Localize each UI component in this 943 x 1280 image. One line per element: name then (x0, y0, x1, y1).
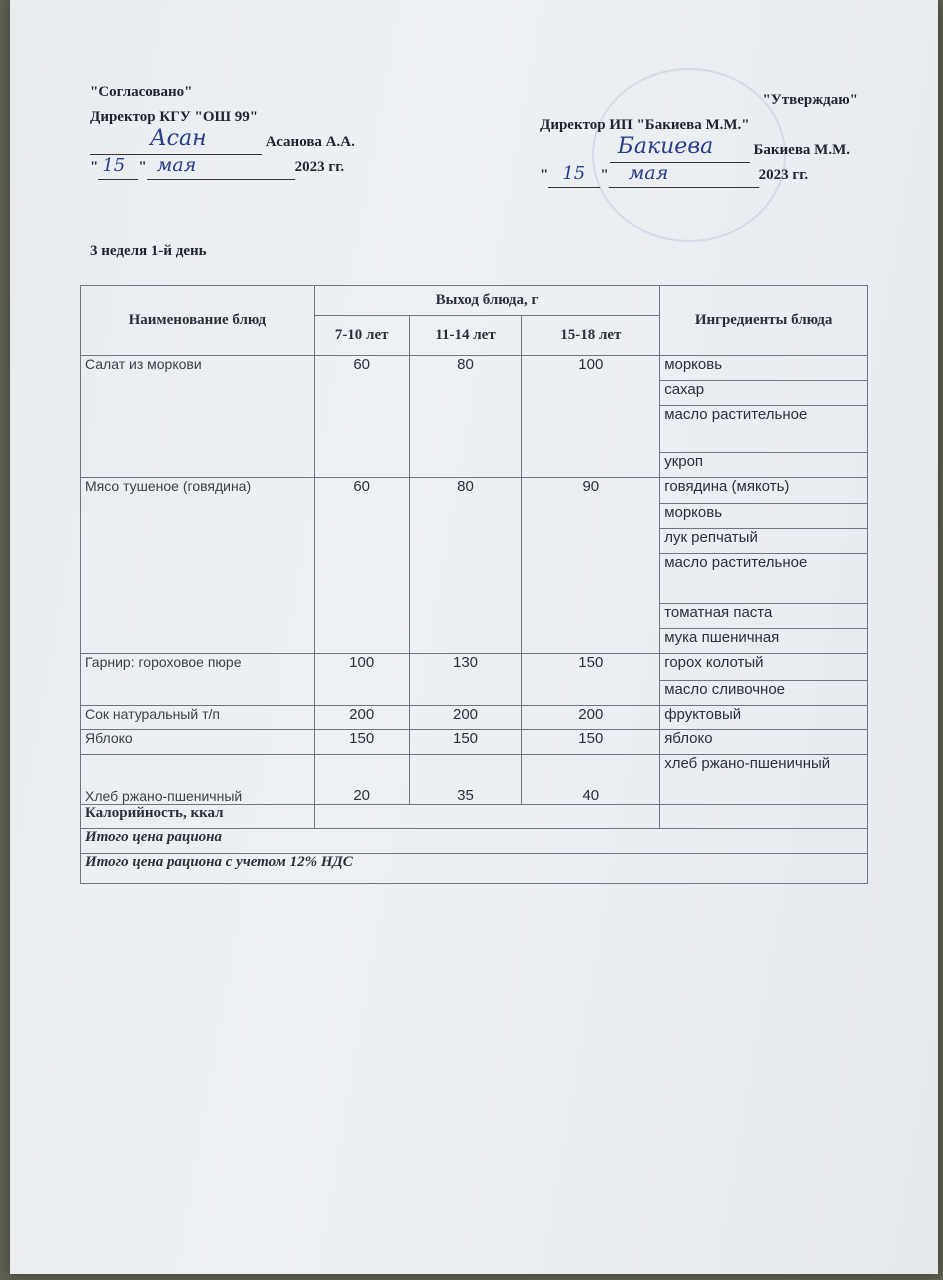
dish-output-11-14: 200 (409, 706, 522, 730)
dish-output-11-14: 80 (409, 356, 522, 478)
dish-output-7-10: 20 (314, 755, 409, 805)
dish-output-15-18: 150 (522, 654, 660, 706)
dish-name: Мясо тушеное (говядина) (81, 478, 315, 654)
dish-output-11-14: 150 (409, 730, 522, 755)
agreed-date-day: 15 (102, 155, 126, 176)
agreed-date-month: мая (156, 154, 197, 176)
dish-output-7-10: 200 (314, 706, 409, 730)
ingredient: лук репчатый (660, 529, 868, 554)
agreed-signature-line (90, 126, 262, 155)
col-header-output: Выход блюда, г (314, 286, 659, 316)
dish-name: Гарнир: гороховое пюре (81, 654, 315, 706)
total-price-vat-label: Итого цена рациона с учетом 12% НДС (81, 854, 868, 884)
dish-output-11-14: 80 (409, 478, 522, 654)
menu-table (80, 285, 868, 884)
document-page (10, 0, 938, 1274)
dish-name: Сок натуральный т/п (81, 706, 315, 730)
ingredient: морковь (660, 504, 868, 529)
ingredient: сахар (660, 381, 868, 406)
approve-name: Бакиева М.М. (753, 142, 850, 158)
approve-signature: Бакиева (617, 134, 714, 159)
ingredient: томатная паста (660, 604, 868, 629)
calories-label: Калорийность, ккал (81, 805, 315, 829)
agreed-title: "Согласовано" (90, 84, 193, 100)
col-header-ingredients: Ингредиенты блюда (660, 286, 868, 356)
dish-name: Яблоко (81, 730, 315, 755)
approve-year: 2023 гг. (758, 167, 809, 183)
dish-output-15-18: 90 (522, 478, 660, 654)
col-header-dish-name: Наименование блюд (81, 286, 315, 356)
agreed-name: Асанова А.А. (265, 134, 355, 150)
ingredient: укроп (660, 453, 868, 478)
dish-output-7-10: 60 (314, 356, 409, 478)
ingredient: мука пшеничная (660, 629, 868, 654)
ingredient: масло сливочное (660, 681, 868, 706)
dish-output-11-14: 130 (409, 654, 522, 706)
approve-date-day: 15 (562, 163, 586, 184)
ingredient: говядина (мякоть) (660, 478, 868, 504)
ingredient: хлеб ржано-пшеничный (660, 755, 868, 805)
col-header-age-11-14: 11-14 лет (409, 316, 522, 356)
approve-date-month: мая (628, 162, 669, 184)
dish-output-15-18: 40 (522, 755, 660, 805)
calories-ingredients (660, 805, 868, 829)
ingredient: фруктовый (660, 706, 868, 730)
dish-output-7-10: 100 (314, 654, 409, 706)
col-header-age-15-18: 15-18 лет (522, 316, 660, 356)
approve-title: "Утверждаю" (762, 92, 858, 108)
calories-value (314, 805, 659, 829)
dish-output-7-10: 150 (314, 730, 409, 755)
dish-name: Хлеб ржано-пшеничный (81, 755, 315, 805)
dish-output-7-10: 60 (314, 478, 409, 654)
approve-position: Директор ИП "Бакиева М.М." (540, 117, 750, 133)
ingredient: яблоко (660, 730, 868, 755)
dish-output-15-18: 200 (522, 706, 660, 730)
dish-output-11-14: 35 (409, 755, 522, 805)
ingredient: масло растительное (660, 406, 868, 453)
col-header-age-7-10: 7-10 лет (314, 316, 409, 356)
agreed-signature: Асан (150, 126, 207, 151)
agreed-year: 2023 гг. (294, 159, 345, 175)
ingredient: морковь (660, 356, 868, 381)
week-day-title: 3 неделя 1-й день (90, 243, 207, 259)
approval-approve-block: "Утверждаю" Директор ИП "Бакиева М.М." Бакиева Бакиева М.М. " 15 " мая 2023 гг. (540, 88, 858, 188)
dish-output-15-18: 100 (522, 356, 660, 478)
agreed-position: Директор КГУ "ОШ 99" (90, 109, 259, 125)
dish-name: Салат из моркови (81, 356, 315, 478)
ingredient: масло растительное (660, 554, 868, 604)
approve-signature-line (610, 134, 750, 163)
ingredient: горох колотый (660, 654, 868, 681)
total-price-label: Итого цена рациона (81, 829, 868, 854)
dish-output-15-18: 150 (522, 730, 660, 755)
approval-agreed-block: "Согласовано" Директор КГУ "ОШ 99" Асан Асанова А.А. " 15 " мая 2023 гг. (90, 80, 355, 180)
